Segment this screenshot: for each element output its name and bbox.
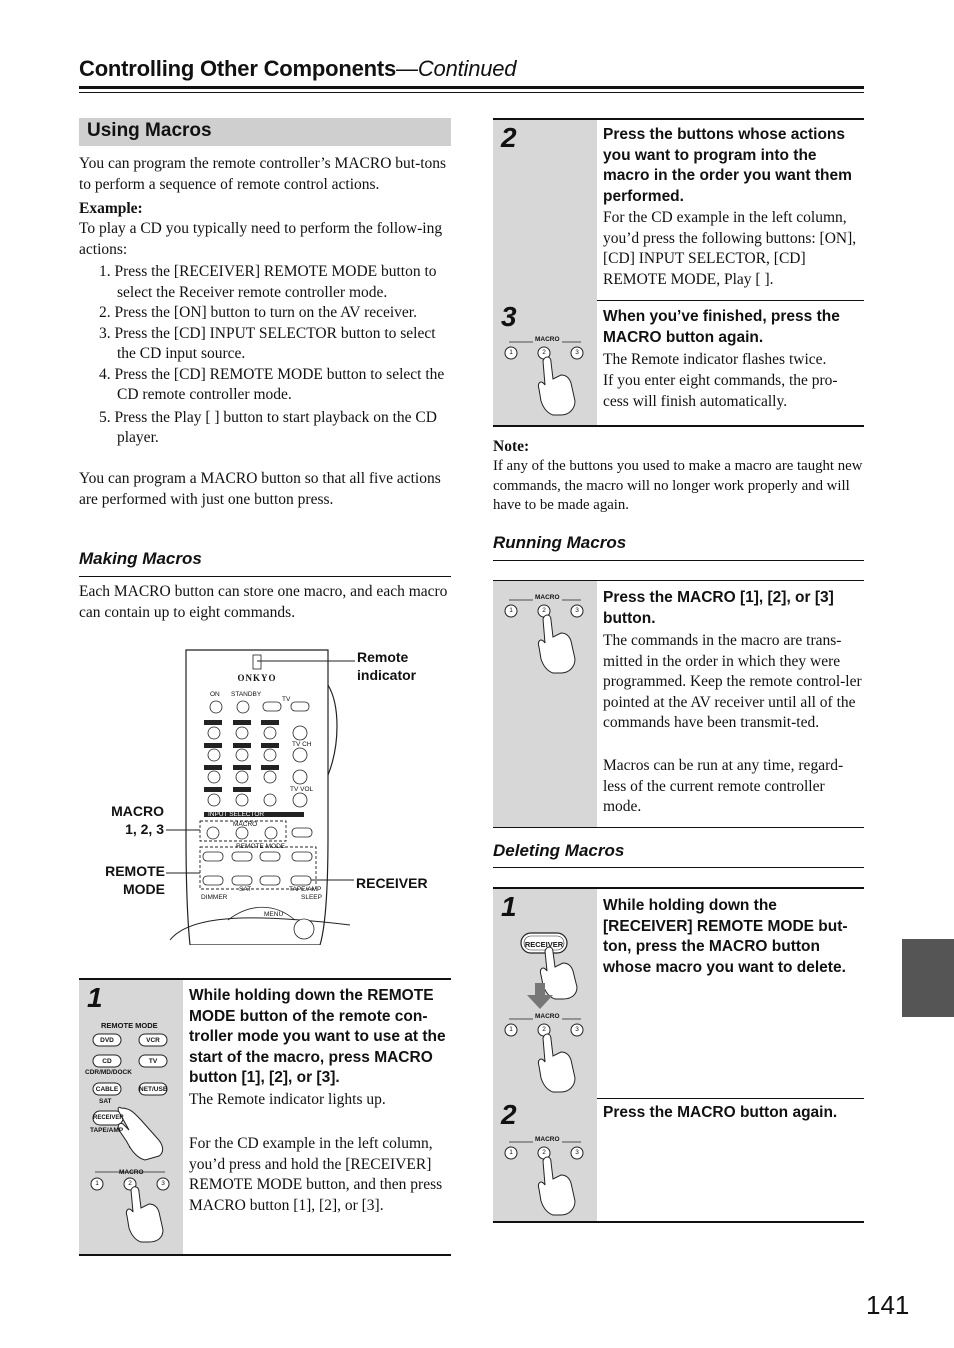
fig-net-button: NET/USB bbox=[139, 1086, 168, 1093]
remote-label-macro: MACRO bbox=[233, 821, 258, 828]
remote-label-sat: SAT bbox=[239, 886, 252, 893]
fig-cd-button: CD bbox=[102, 1058, 112, 1065]
macro-button-1: 1 bbox=[509, 349, 513, 356]
making-step-1-box bbox=[79, 978, 451, 1256]
making-step-1-number: 1 bbox=[87, 982, 103, 1013]
fig-macro-button-2: 2 bbox=[128, 1180, 132, 1187]
making-macros-text: Each MACRO button can store one macro, and each macro can contain up to eight commands. bbox=[79, 583, 448, 621]
callout-remote-indicator-line1: Remote bbox=[357, 649, 409, 665]
making-step-3-panel bbox=[493, 299, 597, 425]
making-step-1-figure-panel bbox=[79, 980, 183, 1254]
fig-tape-amp-label: TAPE/AMP bbox=[90, 1127, 124, 1134]
callout-remote-mode bbox=[100, 862, 165, 898]
making-macros-heading: Making Macros bbox=[79, 549, 202, 568]
page-number: 141 bbox=[866, 1290, 910, 1320]
remote-label-standby: STANDBY bbox=[231, 691, 262, 698]
list-item: 3. Press the [CD] INPUT SELECTOR button to select the CD input source. bbox=[99, 324, 436, 362]
remote-label-dimmer: DIMMER bbox=[201, 894, 228, 901]
remote-label-tv: TV bbox=[282, 696, 291, 703]
callout-remote-indicator-line2: indicator bbox=[357, 667, 417, 683]
macro-button-2: 2 bbox=[542, 1149, 546, 1156]
macro-button-3: 3 bbox=[575, 1149, 579, 1156]
deleting-step-1-number: 1 bbox=[501, 891, 517, 922]
macro-button-3: 3 bbox=[575, 349, 579, 356]
list-item: 1. Press the [RECEIVER] REMOTE MODE button to select the Receiver remote controller mode. bbox=[99, 263, 437, 301]
remote-illustration bbox=[100, 645, 450, 945]
running-macros-heading: Running Macros bbox=[493, 533, 627, 552]
macro-button-2: 2 bbox=[542, 349, 546, 356]
example-label: Example: bbox=[79, 200, 143, 217]
deleting-receiver-button: RECEIVER bbox=[524, 940, 564, 949]
fig-tv-button: TV bbox=[148, 1058, 158, 1065]
fig-macro-label: MACRO bbox=[119, 1169, 144, 1176]
deleting-step-2-box bbox=[493, 1097, 864, 1223]
note-label: Note: bbox=[493, 438, 530, 455]
deleting-step-1-box bbox=[493, 887, 864, 1099]
running-macros-rule bbox=[493, 560, 864, 561]
running-macros-instruction: Press the MACRO [1], [2], or [3] button. bbox=[603, 589, 834, 627]
deleting-macros-rule bbox=[493, 867, 864, 868]
macro-icon-label: MACRO bbox=[535, 594, 560, 601]
macro-icon-label: MACRO bbox=[535, 1013, 560, 1020]
list-item: 5. Press the Play [ ] button to start playback on the CD player. bbox=[99, 408, 437, 446]
making-step-1-line2: For the CD example in the left column, you’d press and hold the [RECEIVER] REMOTE MODE button, and then press MACRO button [1], [2], or [3]. bbox=[189, 1135, 443, 1214]
making-step-3-box bbox=[493, 299, 864, 427]
remote-label-input-selector: INPUT SELECTOR bbox=[208, 811, 265, 818]
running-macro-illustration bbox=[503, 593, 587, 679]
fig-remote-mode-label: REMOTE MODE bbox=[101, 1021, 158, 1030]
macro-icon-label: MACRO bbox=[535, 336, 560, 343]
pointing-hand-icon bbox=[503, 593, 587, 679]
making-step-2-instruction: Press the buttons whose actions you want to program into the macro in the order you want them performed. bbox=[603, 126, 852, 205]
page-header bbox=[79, 56, 516, 82]
using-macros-intro: You can program the remote controller’s MACRO but-tons to perform a sequence of remote control actions. bbox=[79, 155, 447, 193]
remote-label-tape-amp: TAPE/AMP bbox=[289, 886, 322, 893]
fig-receiver-button: RECEIVER bbox=[93, 1115, 124, 1121]
macro-button-1: 1 bbox=[509, 1149, 513, 1156]
macro-button-2: 2 bbox=[542, 1026, 546, 1033]
callout-remote-indicator bbox=[357, 648, 416, 684]
pointing-hand-icon bbox=[503, 1135, 587, 1221]
making-step-3-number: 3 bbox=[501, 301, 517, 332]
list-item: 2. Press the [ON] button to turn on the AV receiver. bbox=[99, 304, 417, 321]
example-steps-list bbox=[99, 262, 449, 449]
running-macros-panel bbox=[493, 581, 597, 827]
running-macros-text1: The commands in the macro are trans-mitted in the order in which they were programmed. Keep the remote control-ler pointed at the AV receiver until all of the commands have been transmit-ted. bbox=[603, 632, 862, 731]
example-intro: To play a CD you typically need to perform the follow-ing actions: bbox=[79, 220, 443, 258]
using-macros-heading-band bbox=[79, 118, 451, 146]
deleting-step-2-instruction: Press the MACRO button again. bbox=[603, 1104, 838, 1121]
making-step-3-line2: If you enter eight commands, the pro-cess will finish automatically. bbox=[603, 372, 838, 410]
macro-buttons-icon bbox=[503, 593, 587, 679]
header-rule-thick bbox=[79, 86, 864, 89]
header-rule-thin bbox=[79, 92, 864, 93]
deleting-step-1-instruction: While holding down the [RECEIVER] REMOTE MODE but-ton, press the MACRO button whose macro you want to delete. bbox=[603, 897, 848, 976]
macro-button-3: 3 bbox=[575, 1026, 579, 1033]
list-item: 4. Press the [CD] REMOTE MODE button to select the CD remote controller mode. bbox=[99, 365, 445, 403]
remote-label-sleep: SLEEP bbox=[301, 894, 322, 901]
remote-brand-logo: ONKYO bbox=[237, 673, 277, 683]
fig-dvd-button: DVD bbox=[100, 1037, 114, 1044]
deleting-step-2-number: 2 bbox=[501, 1099, 517, 1130]
fig-macro-button-3: 3 bbox=[161, 1180, 165, 1187]
deleting-step-1-panel bbox=[493, 889, 597, 1098]
making-macros-rule bbox=[79, 576, 451, 577]
callout-remote-mode-line2: MODE bbox=[123, 881, 165, 897]
macro-button-2: 2 bbox=[542, 607, 546, 614]
callout-macro-line2: 1, 2, 3 bbox=[125, 821, 164, 837]
callout-macro-line1: MACRO bbox=[111, 803, 164, 819]
pointing-hand-icon bbox=[503, 335, 587, 421]
section-side-tab bbox=[902, 939, 954, 1017]
running-macros-box bbox=[493, 580, 864, 828]
macro-button-1: 1 bbox=[509, 1026, 513, 1033]
callout-receiver: RECEIVER bbox=[356, 875, 428, 891]
using-macros-heading: Using Macros bbox=[87, 120, 212, 141]
fig-cable-button: CABLE bbox=[95, 1086, 119, 1093]
making-step-1-line1: The Remote indicator lights up. bbox=[189, 1091, 386, 1108]
deleting-step-2-panel bbox=[493, 1097, 597, 1221]
macro-button-3: 3 bbox=[575, 607, 579, 614]
fig-cdr-label: CDR/MD/DOCK bbox=[85, 1069, 132, 1076]
macro-icon-label: MACRO bbox=[535, 1136, 560, 1143]
fig-vcr-button: VCR bbox=[146, 1037, 160, 1044]
making-step-3-instruction: When you’ve finished, press the MACRO button again. bbox=[603, 308, 840, 346]
remote-label-tv-ch: TV CH bbox=[292, 741, 312, 748]
macro-button-1: 1 bbox=[509, 607, 513, 614]
macro-buttons-icon bbox=[503, 1135, 587, 1221]
callout-macro bbox=[100, 802, 164, 838]
making-step-2-panel bbox=[493, 120, 597, 300]
pointing-hand-icon bbox=[503, 1012, 587, 1098]
remote-label-on: ON bbox=[210, 691, 220, 698]
step3-macro-illustration bbox=[503, 335, 587, 421]
making-step-2-number: 2 bbox=[501, 122, 517, 153]
deleting-step-2-macro-illustration bbox=[503, 1135, 587, 1221]
fig-sat-label: SAT bbox=[99, 1098, 112, 1105]
fig-macro-button-1: 1 bbox=[95, 1180, 99, 1187]
making-step-1-instruction: While holding down the REMOTE MODE button of the remote con-troller mode you want to use at the start of the macro, press MACRO button [1], [2], or [3]. bbox=[189, 987, 446, 1086]
remote-figure bbox=[100, 645, 450, 945]
making-step-2-text: For the CD example in the left column, you’d press the following buttons: [ON], [CD] INPUT SELECTOR, [CD] REMOTE MODE, Play [ ]. bbox=[603, 209, 857, 288]
running-macros-text2: Macros can be run at any time, regard-less of the current remote controller mode. bbox=[603, 757, 844, 815]
using-macros-summary: You can program a MACRO button so that all five actions are performed with just one button press. bbox=[79, 470, 441, 508]
callout-remote-mode-line1: REMOTE bbox=[105, 863, 165, 879]
remote-label-menu: MENU bbox=[264, 911, 284, 918]
header-continued: —Continued bbox=[396, 56, 517, 81]
remote-label-tv-vol: TV VOL bbox=[290, 786, 314, 793]
making-step-3-line1: The Remote indicator flashes twice. bbox=[603, 351, 827, 368]
making-step-2-box bbox=[493, 118, 864, 301]
remote-label-remote-mode: REMOTE MODE bbox=[236, 843, 286, 850]
note-text: If any of the buttons you used to make a macro are taught new commands, the macro will no longer work properly and will have to be made again. bbox=[493, 458, 863, 513]
deleting-step-1-macro-illustration bbox=[503, 1012, 587, 1098]
macro-buttons-icon bbox=[503, 1012, 587, 1098]
header-title: Controlling Other Components bbox=[79, 56, 397, 81]
macro-buttons-icon bbox=[503, 335, 587, 421]
deleting-macros-heading: Deleting Macros bbox=[493, 841, 625, 860]
